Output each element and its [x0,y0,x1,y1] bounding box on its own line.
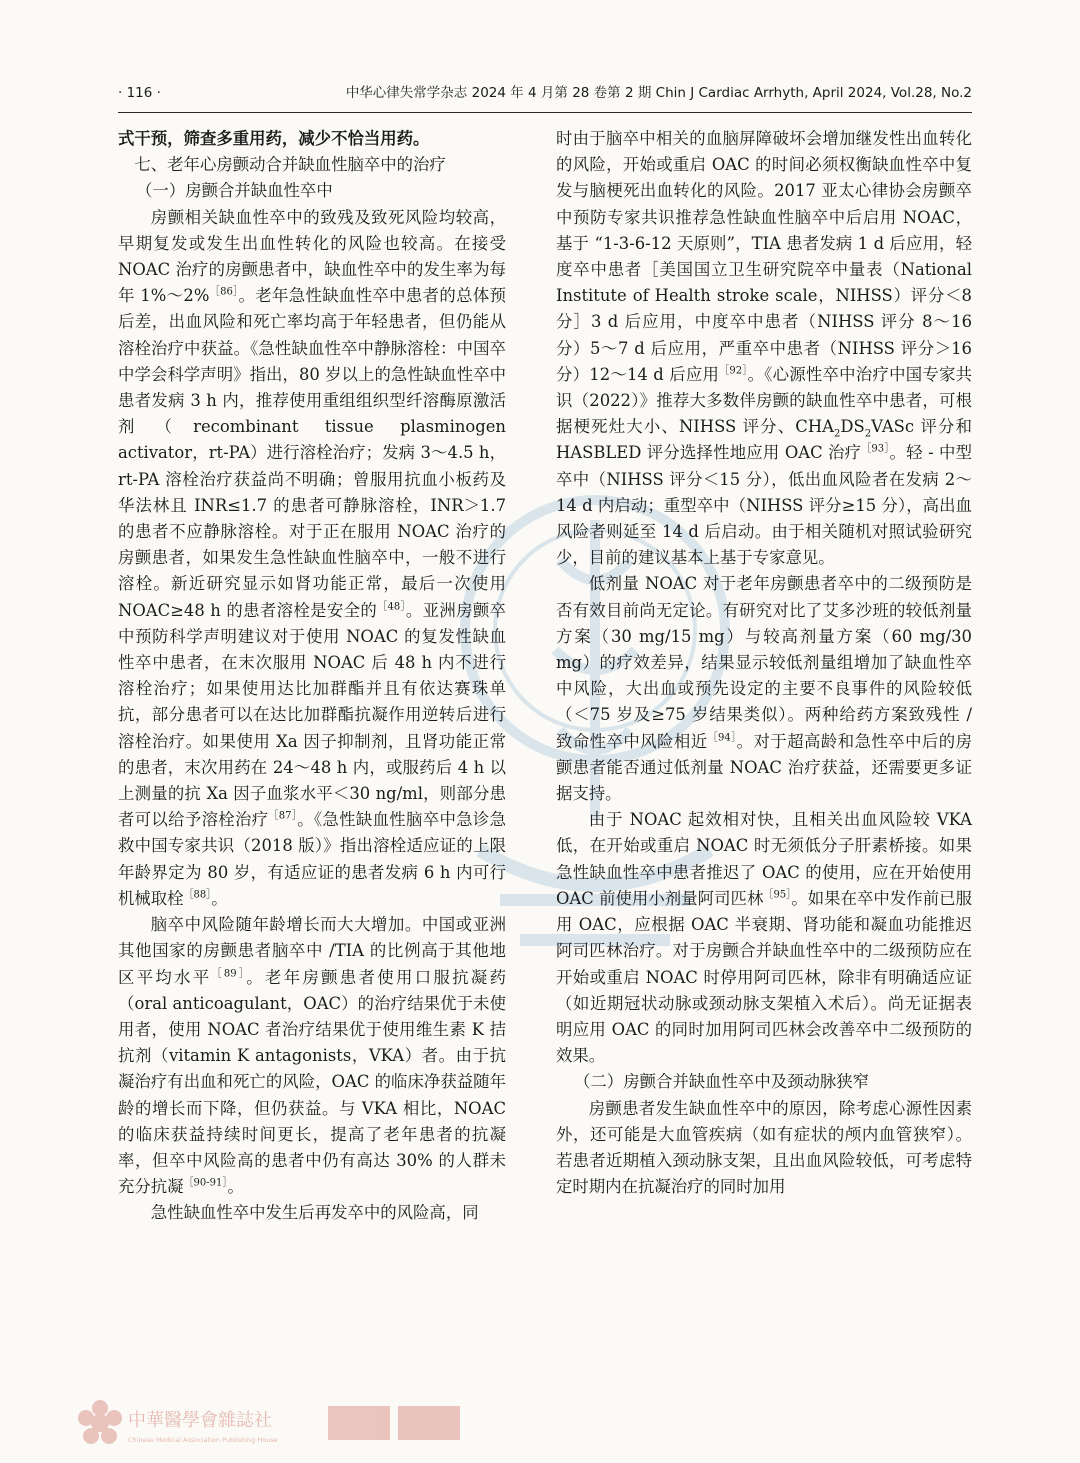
citation-90-91[interactable]: ［90-91］ [183,1177,228,1189]
journal-citation: 中华心律失常学杂志 2024 年 4 月第 28 卷第 2 期 Chin J Cardiac Arrhyth, April 2024, Vol.28, No.2 [345,85,972,101]
citation-95[interactable]: ［95］ [763,889,792,901]
citation-93[interactable]: ［93］ [861,443,890,455]
page-number: · 116 · [118,85,161,101]
citation-88[interactable]: ［88］ [183,889,212,901]
citation-86[interactable]: ［86］ [209,286,239,298]
publisher-logo-icon [78,1396,478,1450]
paragraph-low-dose: 低剂量 NOAC 对于老年房颤患者卒中的二级预防是否有效目前尚无定论。有研究对比了艾多沙班的较低剂量方案（30 mg/15 mg）与较高剂量方案（60 mg/30 mg）的疗效差异，结果显示较低剂量组增加了缺血性卒中风险，大出血或预先设定的主要不良事件的风险较低（＜75 岁及≥75 岁结果类似）。两种给药方案致残性 / 致命性卒中风险相近$^{[94]}$。对于超高龄和急性卒中后的房颤患者能否通过低剂量 NOAC 治疗获益，还需要更多证据支持。 [556,574,973,804]
subsection-heading-1: （一）房颤合并缺血性卒中 [136,181,333,201]
svg-text:中華醫學會雜誌社: 中華醫學會雜誌社 [128,1410,272,1431]
paragraph-thrombolysis: 房颤相关缺血性卒中的致残及致死风险均较高，早期复发或发生出血性转化的风险也较高。在接受 NOAC 治疗的房颤患者中，缺血性卒中的发生率为每年 1%～2%$^{[86]}$。老年急性缺血性卒中患者的总体预后差，出血风险和死亡率均高于年轻患者，但仍能从溶栓治疗中获益。《急性缺血性卒中静脉溶栓：中国卒中学会科学声明》指出，80 岁以上的急性缺血性卒中患者发病 3 h 内，推荐使用重组组织型纤溶酶原激活剂（recombinant tissue plasminogen activator，rt-PA）进行溶栓治疗；发病 3～4.5 h，rt-PA 溶栓治疗获益尚不明确；曾服用抗血小板药及华法林且 INR≤1.7 的患者可静脉溶栓，INR＞1.7 的患者不应静脉溶栓。对于正在服用 NOAC 治疗的房颤患者，如果发生急性缺血性脑卒中，一般不进行溶栓。新近研究显示如肾功能正常，最后一次使用 NOAC≥48 h 的患者溶栓是安全的$^{[48]}$。亚洲房颤卒中预防科学声明建议对于使用 NOAC 的复发性缺血性卒中患者，在末次服用 NOAC 后 48 h 内不进行溶栓治疗；如果使用达比加群酯并且有依达赛珠单抗，部分患者可以在达比加群酯抗凝作用逆转后进行溶栓治疗。如果使用 Xa 因子抑制剂，且肾功能正常的患者，末次用药在 24～48 h 内，或服药后 4 h 以上测量的抗 Xa 因子血浆水平＜30 ng/ml，则部分患者可以给予溶栓治疗$^{[87]}$。《急性缺血性脑卒中急诊急救中国专家共识（2018 版）》指出溶栓适应证的上限年龄界定为 80 岁，有适应证的患者发病 6 h 内可行机械取栓$^{[88]}$。 [118,207,506,908]
citation-89[interactable]: ［89］ [211,968,247,980]
citation-87[interactable]: ［87］ [268,810,298,822]
paragraph-stroke-risk: 脑卒中风险随年龄增长而大大增加。中国或亚洲其他国家的房颤患者脑卒中 /TIA 的比例高于其他地区平均水平$^{[89]}$。老年房颤患者使用口服抗凝药（oral anticoagulant，OAC）的治疗结果优于未使用者，使用 NOAC 者治疗结果优于使用维生素 K 拮抗剂（vitamin K antagonists，VKA）者。由于抗凝治疗有出血和死亡的风险，OAC 的临床净获益随年龄的增长而下降，但仍获益。与 VKA 相比，NOAC 的临床获益持续时间更长，提高了老年患者的抗凝率，但卒中风险高的患者中仍有高达 30% 的人群未充分抗凝$^{[90-91]}$。 [118,915,507,1197]
page-header [118,80,972,113]
section-heading: 七、老年心房颤动合并缺血性脑卒中的治疗 [134,155,446,175]
citation-92[interactable]: ［92］ [719,365,748,377]
left-column [118,126,506,1227]
svg-text:Chinese Medical Association Pu: Chinese Medical Association Publishing House [128,1436,278,1444]
paragraph-carotid: 房颤患者发生缺血性卒中的原因，除考虑心源性因素外，还可能是大血管疾病（如有症状的颅内血管狭窄）。若患者近期植入颈动脉支架，且出血风险较低，可考虑特定时期内在抗凝治疗的同时加用 [556,1098,972,1197]
citation-94[interactable]: ［94］ [707,732,737,744]
subsection-heading-2: （二）房颤合并缺血性卒中及颈动脉狭窄 [574,1072,870,1092]
citation-48[interactable]: ［48］ [377,601,406,613]
paragraph-intro: 式干预，筛查多重用药，减少不恰当用药。 [118,129,430,148]
paragraph-oac-timing: 时由于脑卒中相关的血脑屏障破坏会增加继发性出血转化的风险，开始或重启 OAC 的时间必须权衡缺血性卒中复发与脑梗死出血转化的风险。2017 亚太心律协会房颤卒中预防专家共识推荐急性缺血性脑卒中后启用 NOAC，基于 “1-3-6-12 天原则”，TIA 患者发病 1 d 后应用，轻度卒中患者［美国国立卫生研究院卒中量表（National Institute of Health stroke scale，NIHSS）评分＜8 分］3 d 后应用，中度卒中患者（NIHSS 评分 8～16 分）5～7 d 后应用，严重卒中患者（NIHSS 评分＞16 分）12～14 d 后应用$^{[92]}$。《心源性卒中治疗中国专家共识（2022）》推荐大多数伴房颤的缺血性卒中患者，可根据梗死灶大小、NIHSS 评分、$CHA_2DS_2VASc$ 评分和 HASBLED 评分选择性地应用 OAC 治疗$^{[93]}$。轻 - 中型卒中（NIHSS 评分＜15 分），低出血风险者在发病 2～14 d 内启动；重型卒中（NIHSS 评分≥15 分），高出血风险者则延至 14 d 后启动。由于相关随机对照试验研究少，目前的建议基本上基于专家意见。 [556,129,972,568]
paragraph-aspirin: 由于 NOAC 起效相对快，且相关出血风险较 VKA 低，在开始或重启 NOAC 时无须低分子肝素桥接。如果急性缺血性卒中患者推迟了 OAC 的使用，应在开始使用 OAC 前使用小剂量阿司匹林$^{[95]}$。如果在卒中发作前已服用 OAC，应根据 OAC 半衰期、肾功能和凝血功能推迟阿司匹林治疗。对于房颤合并缺血性卒中的二级预防应在开始或重启 NOAC 时停用阿司匹林，除非有明确适应证（如近期冠状动脉或颈动脉支架植入术后）。尚无证据表明应用 OAC 的同时加用阿司匹林会改善卒中二级预防的效果。 [556,810,972,1066]
paragraph-recurrence: 急性缺血性卒中发生后再发卒中的风险高，同 [150,1203,479,1223]
right-column [556,126,972,1200]
